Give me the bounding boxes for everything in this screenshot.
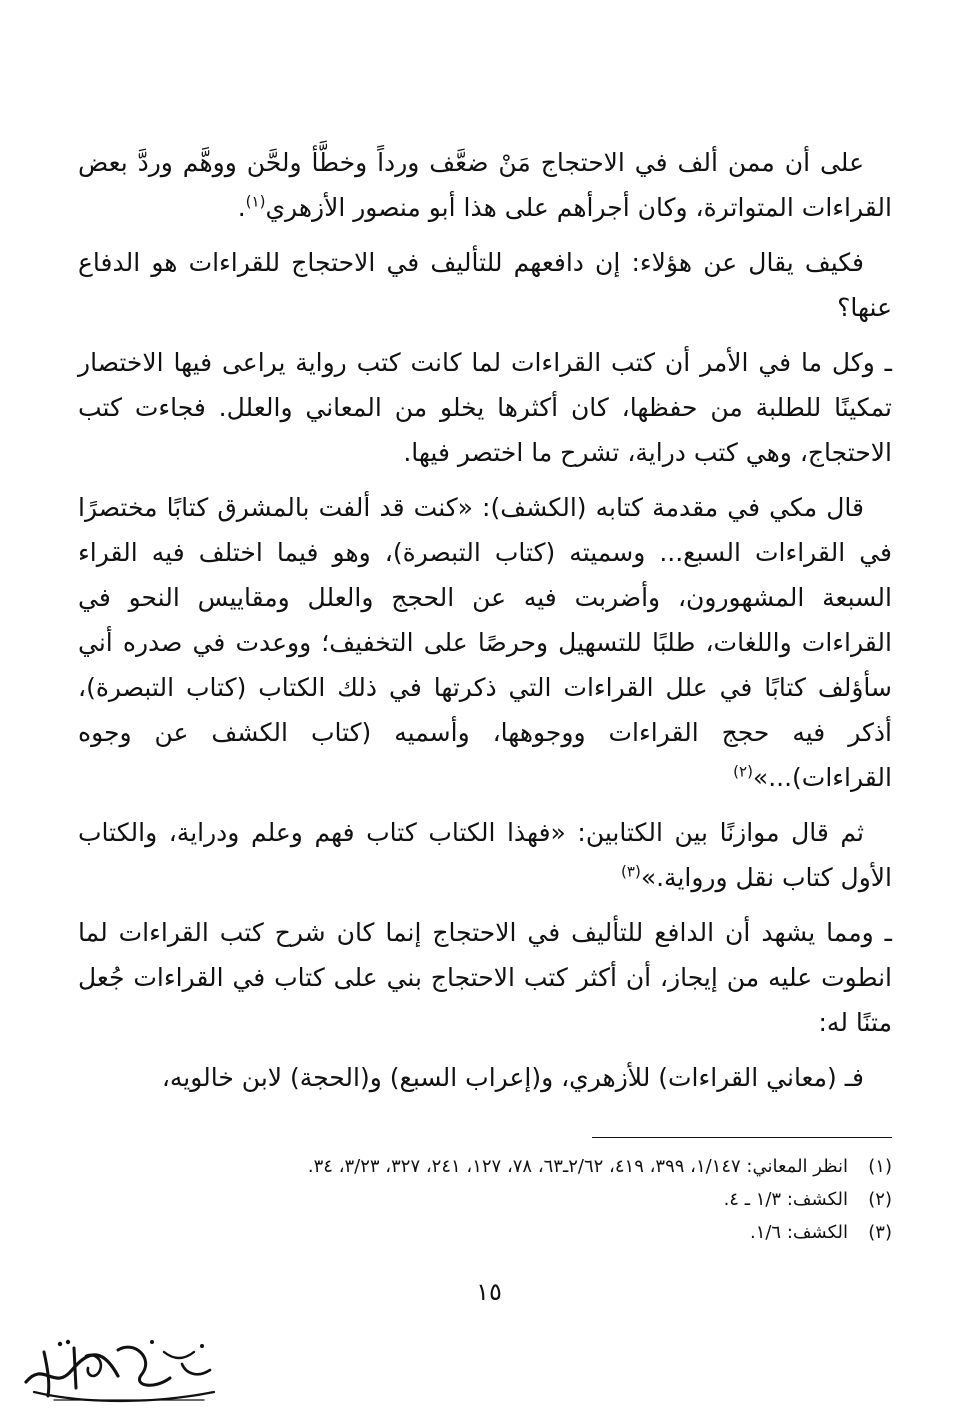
paragraph-5 — [78, 810, 892, 900]
footnote-number: (٢) — [868, 1189, 892, 1210]
footnote-number: (٣) — [868, 1222, 892, 1243]
footnote-2 — [78, 1183, 892, 1216]
footnote-1 — [78, 1150, 892, 1183]
paragraph-text: ـ ومما يشهد أن الدافع للتأليف في الاحتجاج إنما كان شرح كتب القراءات لما انطوت عليه من إيجاز، أن أكثر كتب الاحتجاج بني على كتاب في القراءات جُعل متنًا له: — [78, 918, 892, 1037]
footnote-text: الكشف: ١/٦. — [749, 1222, 848, 1243]
page-number: ١٥ — [476, 1278, 502, 1306]
footnote-text: انظر المعاني: ١/١٤٧، ٣٩٩، ٤١٩، ٢/٦٢ـ٦٣، ٧٨، ١٢٧، ٢٤١، ٣٢٧، ٣/٢٣، ٣٤. — [307, 1156, 848, 1177]
paragraph-text: ثم قال موازنًا بين الكتابين: «فهذا الكتاب كتاب فهم وعلم ودراية، والكتاب الأول كتاب نقل ورواية.» — [78, 818, 892, 892]
paragraph-4 — [78, 485, 892, 800]
library-logo-icon — [14, 1330, 234, 1408]
footnote-number: (١) — [868, 1156, 892, 1177]
footnote-text: الكشف: ١/٣ ـ ٤. — [723, 1189, 848, 1210]
footnote-ref[interactable]: (٢) — [733, 762, 753, 781]
body-text — [78, 140, 892, 1110]
paragraph-2 — [78, 240, 892, 330]
footnotes — [78, 1150, 892, 1249]
footnote-divider — [592, 1137, 892, 1138]
paragraph-tail: . — [237, 193, 246, 222]
paragraph-text: على أن ممن ألف في الاحتجاج مَنْ ضعَّف ورداً وخطَّأ ولحَّن ووهَّم وردَّ بعض القراءات المتواترة، وكان أجرأهم على هذا أبو منصور الأزهري — [78, 148, 892, 222]
paragraph-text: فـ (معاني القراءات) للأزهري، و(إعراب السبع) و(الحجة) لابن خالويه، — [161, 1063, 864, 1092]
footnote-ref[interactable]: (٣) — [621, 862, 641, 881]
paragraph-text: ـ وكل ما في الأمر أن كتب القراءات لما كانت كتب رواية يراعى فيها الاختصار تمكينًا للطلبة من حفظها، كان أكثرها يخلو من المعاني والعلل. فجاءت كتب الاحتجاج، وهي كتب دراية، تشرح ما اختصر فيها. — [78, 348, 892, 467]
paragraph-text: فكيف يقال عن هؤلاء: إن دافعهم للتأليف في الاحتجاج للقراءات هو الدفاع عنها؟ — [78, 248, 892, 322]
paragraph-6 — [78, 910, 892, 1045]
footnote-ref[interactable]: (١) — [245, 192, 266, 211]
paragraph-7 — [78, 1055, 892, 1100]
paragraph-1 — [78, 140, 892, 230]
paragraph-3 — [78, 340, 892, 475]
footnote-3 — [78, 1216, 892, 1249]
paragraph-text: قال مكي في مقدمة كتابه (الكشف): «كنت قد ألفت بالمشرق كتابًا مختصرًا في القراءات السبع... وسميته (كتاب التبصرة)، وهو فيما اختلف فيه القراء السبعة المشهورون، وأضربت فيه عن الحجج والعلل ومقاييس النحو في القراءات واللغات، طلبًا للتسهيل وحرصًا على التخفيف؛ ووعدت في صدره أني سأؤلف كتابًا في علل القراءات التي ذكرتها في ذلك الكتاب (كتاب التبصرة)، أذكر فيه حجج القراءات ووجوهها، وأسميه (كتاب الكشف عن وجوه القراءات)...» — [78, 493, 892, 792]
